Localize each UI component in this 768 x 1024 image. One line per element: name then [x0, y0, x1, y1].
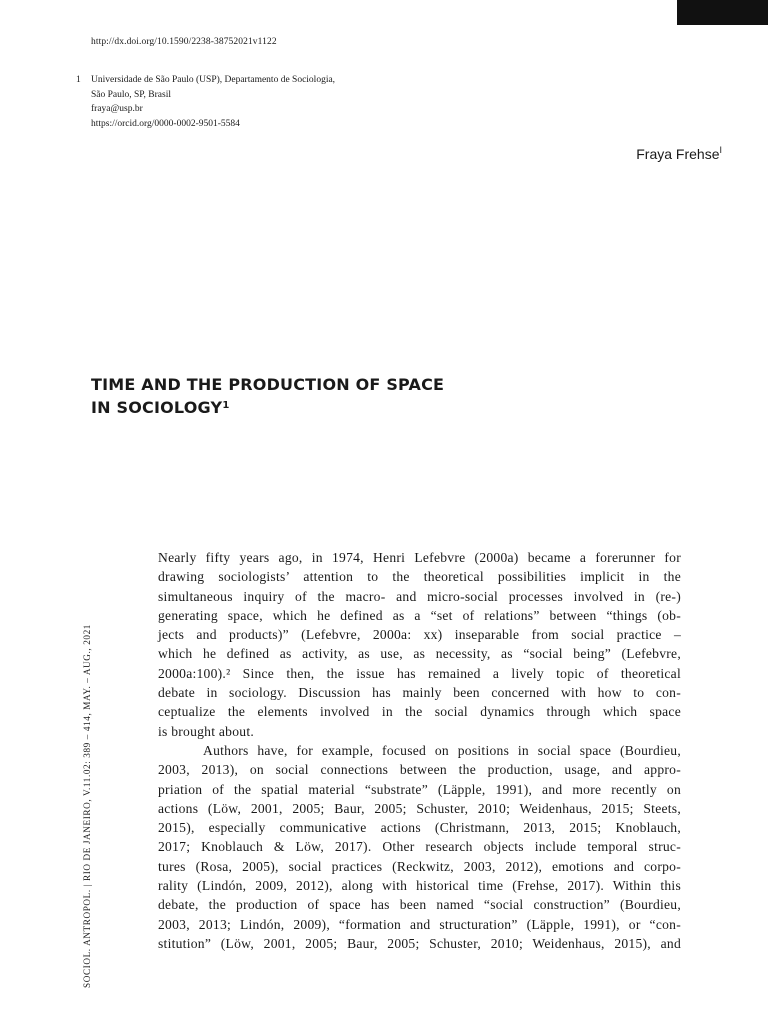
affiliation-location: São Paulo, SP, Brasil	[91, 89, 171, 100]
body-line: generating space, which he defined as a “set of relations” between “things (ob-	[158, 607, 681, 623]
body-line: rality (Lindón, 2009, 2012), along with historical time (Frehse, 2017). Within this	[158, 878, 681, 894]
doi-link[interactable]: http://dx.doi.org/10.1590/2238-38752021v1122	[91, 37, 277, 47]
journal-citation-sidebar: SOCIOL. ANTROPOL. | RIO DE JANEIRO, V.11.02: 389 – 414, MAY. – AUG., 2021	[82, 624, 92, 988]
body-line: 2015), especially communicative actions (Christmann, 2013, 2015; Knoblauch,	[158, 820, 681, 836]
title-line-2: IN SOCIOLOGY$^1$	[91, 398, 230, 417]
affiliation-note	[76, 73, 335, 131]
affiliation-number: 1	[76, 75, 81, 85]
body-line: is brought about.	[158, 723, 255, 739]
title-line-1: TIME AND THE PRODUCTION OF SPACE	[91, 375, 445, 394]
body-line: drawing sociologists’ attention to the theoretical possibilities implicit in the	[158, 569, 681, 585]
body-line: tures (Rosa, 2005), social practices (Reckwitz, 2003, 2012), emotions and corpo-	[158, 858, 681, 874]
affiliation-institution: Universidade de São Paulo (USP), Departamento de Sociologia,	[91, 75, 336, 85]
body-line: jects and products)” (Lefebvre, 2000a: xx) inseparable from social practice –	[158, 627, 681, 643]
body-line: 2003, 2013; Lindón, 2009), “formation and structuration” (Läpple, 1991), or “con-	[158, 916, 681, 932]
body-line: debate, the production of space has been named “social construction” (Bourdieu,	[158, 897, 681, 913]
body-line: which he defined as activity, as use, as necessity, as “social being” (Lefebvre,	[158, 646, 681, 662]
corner-tab	[677, 0, 768, 25]
body-line: simultaneous inquiry of the macro- and micro-social processes involved in (re-)	[158, 588, 681, 604]
body-line: 2003, 2013), on social connections between the production, usage, and appro-	[158, 762, 681, 778]
affiliation-email[interactable]: fraya@usp.br	[91, 104, 143, 114]
article-title	[91, 373, 511, 419]
body-line: debate in sociology. Discussion has mainly been concerned with how to con-	[158, 685, 681, 701]
affiliation-orcid[interactable]: https://orcid.org/0000-0002-9501-5584	[91, 118, 240, 129]
body-line: Nearly fifty years ago, in 1974, Henri Lefebvre (2000a) became a forerunner for	[158, 550, 681, 565]
body-line: Authors have, for example, focused on positions in social space (Bourdieu,	[203, 742, 681, 758]
body-line: 2017; Knoblauch & Löw, 2017). Other research objects include temporal struc-	[158, 839, 681, 855]
body-line: priation of the spatial material “substrate” (Läpple, 1991), and more recently on	[158, 781, 681, 797]
body-line: stitution” (Löw, 2001, 2005; Baur, 2005; Schuster, 2010; Weidenhaus, 2015), and	[158, 935, 681, 951]
body-line: ceptualize the elements involved in the social dynamics through which space	[158, 704, 681, 720]
author-name: Fraya Frehse$^I$	[636, 145, 722, 162]
article-body	[158, 548, 681, 953]
title-footnote-mark[interactable]: 1	[222, 400, 230, 411]
author-note-mark: I	[719, 145, 722, 155]
body-line: actions (Löw, 2001, 2005; Baur, 2005; Schuster, 2010; Weidenhaus, 2015; Steets,	[158, 800, 681, 816]
body-line: 2000a:100).² Since then, the issue has remained a lively topic of theoretical	[158, 665, 681, 681]
